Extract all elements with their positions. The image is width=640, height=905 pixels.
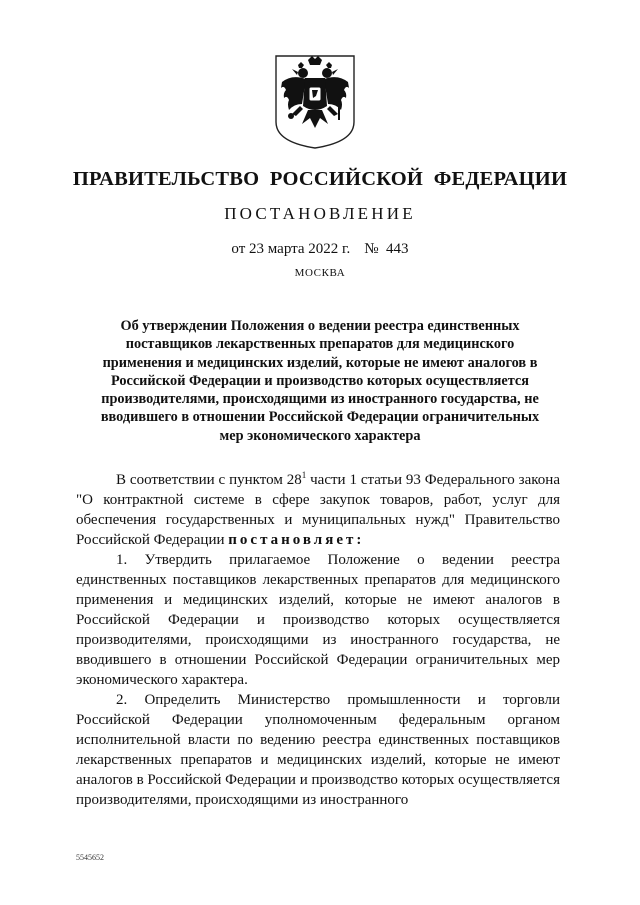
decree-date: от 23 марта 2022 г.	[231, 241, 351, 257]
document-code: 5545652	[76, 853, 104, 862]
intro-paragraph: В соответствии с пунктом $28^1$ части 1 статьи 93 Федерального закона "О контрактной системе в сфере закупок товаров, работ, услуг для обеспечения государственных и муниципальных нужд" Правительство Российской Федерации постановляет:	[76, 470, 560, 548]
document-heading: Об утверждении Положения о ведении реестра единственных поставщиков лекарственных препаратов для медицинского применения и медицинских изделий, которые не имеют аналогов в Российской Федерации и производство которых осуществляется производителями, происходящими из иностранного государства, не вводившего в отношении Российской Федерации ограничительных мер экономического характера	[100, 318, 540, 444]
decree-number: № 443	[364, 241, 409, 257]
russian-coat-of-arms-icon	[272, 52, 358, 150]
decree-type: ПОСТАНОВЛЕНИЕ	[224, 204, 416, 223]
resolves-word: постановляет	[228, 532, 357, 548]
government-title: ПРАВИТЕЛЬСТВО РОССИЙСКОЙ ФЕДЕРАЦИИ	[72, 168, 568, 190]
document-body	[76, 470, 560, 810]
decree-date-line	[0, 241, 640, 258]
item-1-paragraph: 1. Утвердить прилагаемое Положение о ведении реестра единственных поставщиков лекарственных препаратов для медицинского применения и медицинских изделий, которые не имеют аналогов в Российской Федерации и производство которых осуществляется производителями, происходящими из иностранного государства, не вводившего в отношении Российской Федерации ограничительных мер экономического характера.	[76, 552, 560, 688]
decree-city: МОСКВА	[294, 267, 346, 279]
item-2-paragraph: 2. Определить Министерство промышленности и торговли Российской Федерации уполномоченным федеральным органом исполнительной власти по ведению реестра единственных поставщиков лекарственных препаратов и медицинских изделий, которые не имеют аналогов в Российской Федерации и производство которых осуществляется производителями, происходящими из иностранного	[76, 692, 560, 808]
